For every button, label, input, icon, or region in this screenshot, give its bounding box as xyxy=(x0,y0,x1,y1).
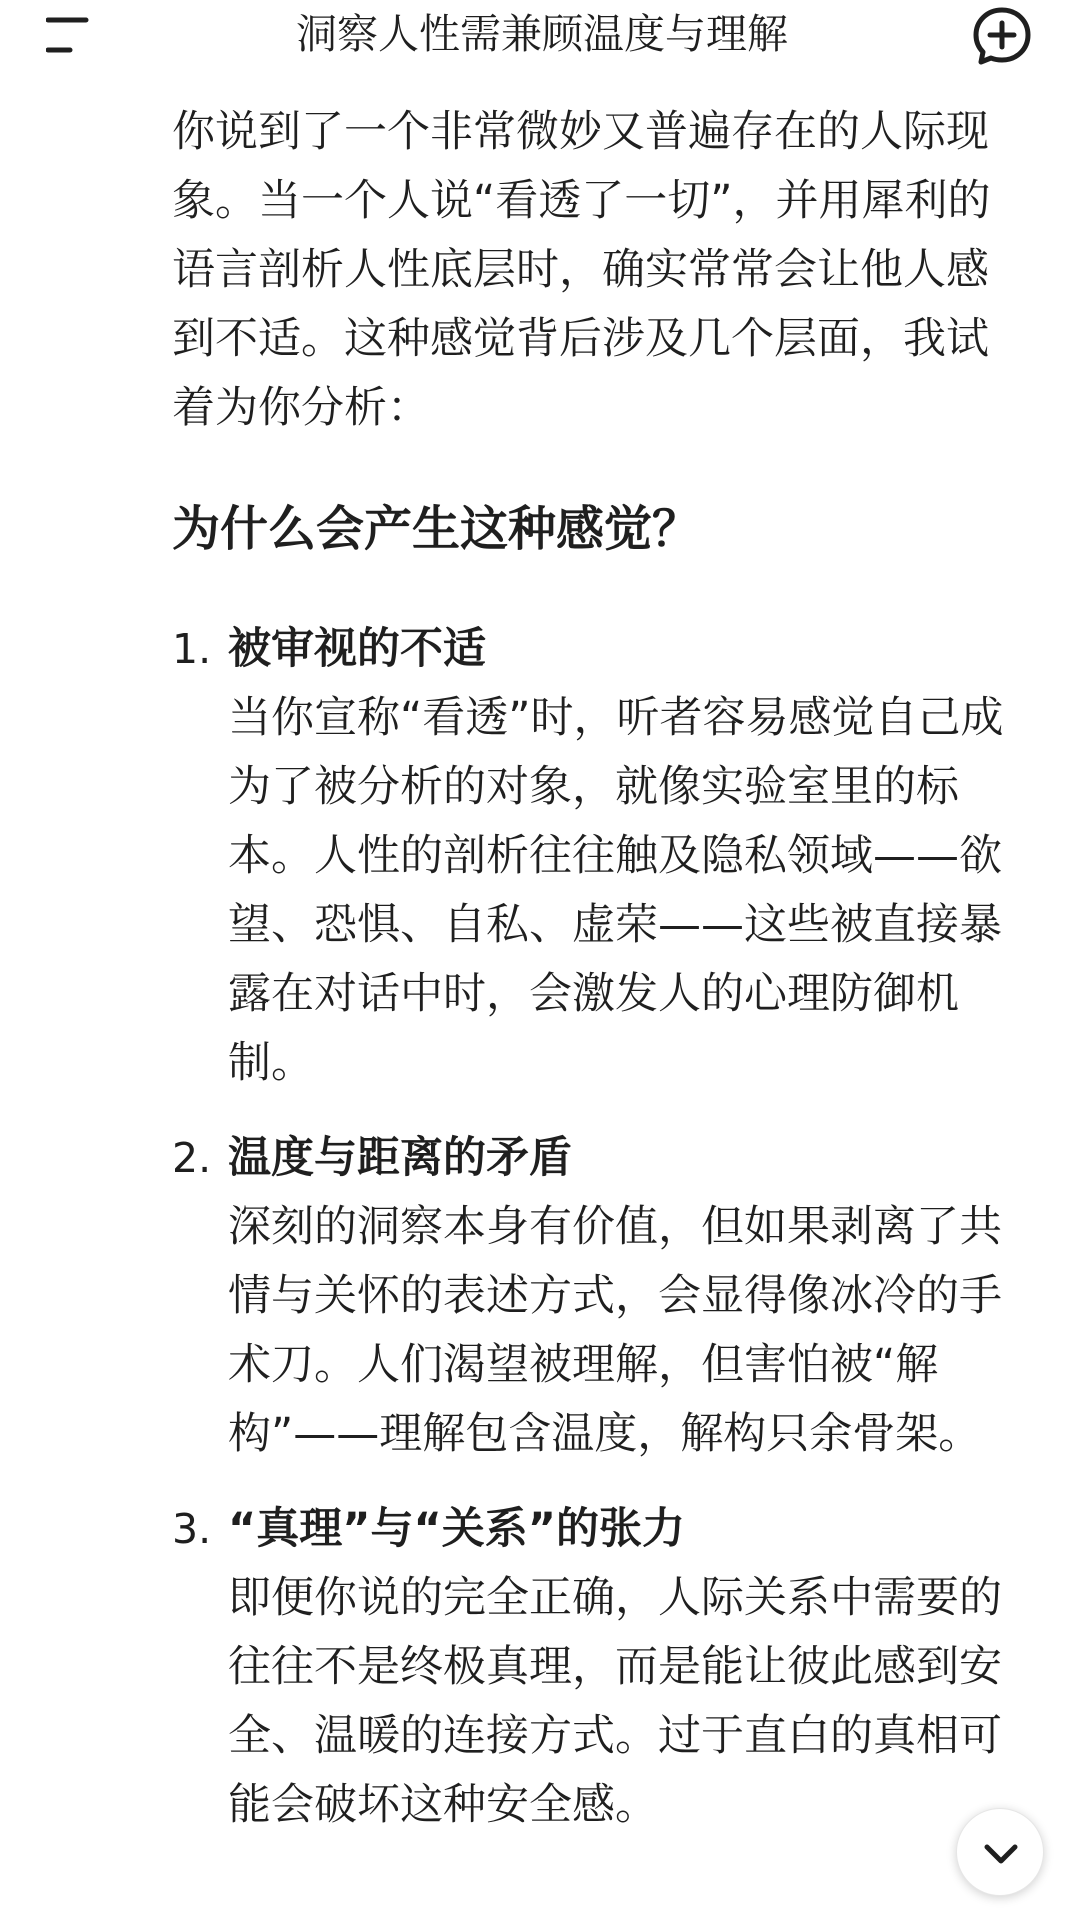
list-number: 1. xyxy=(172,625,212,673)
list-number: 3. xyxy=(172,1505,212,1553)
list-item-body: 深刻的洞察本身有价值，但如果剥离了共情与关怀的表述方式，会显得像冰冷的手术刀。人们渴望被理解，但害怕被“解构”——理解包含温度，解构只余骨架。 xyxy=(228,1202,1002,1459)
chevron-down-icon xyxy=(979,1833,1023,1873)
menu-icon xyxy=(46,10,110,60)
scroll-down-button[interactable] xyxy=(956,1808,1044,1896)
list-item-title: “真理”与“关系”的张力 xyxy=(228,1504,686,1554)
section-heading: 为什么会产生这种感觉？ xyxy=(172,501,701,557)
list-item-body: 即便你说的完全正确，人际关系中需要的往往不是终极真理，而是能让彼此感到安全、温暖的连接方式。过于直白的真相可能会破坏这种安全感。 xyxy=(228,1573,1002,1830)
list-item-title: 温度与距离的矛盾 xyxy=(228,1133,572,1183)
top-bar xyxy=(0,0,1084,78)
list-number: 2. xyxy=(172,1134,212,1182)
numbered-list xyxy=(172,615,1007,1840)
list-item-title: 被审视的不适 xyxy=(228,624,486,674)
list-item-body: 当你宣称“看透”时，听者容易感觉自己成为了被分析的对象，就像实验室里的标本。人性的剖析往往触及隐私领域——欲望、恐惧、自私、虚荣——这些被直接暴露在对话中时，会激发人的心理防御机制。 xyxy=(228,693,1004,1088)
list-item xyxy=(172,1124,1007,1469)
new-chat-button[interactable] xyxy=(970,4,1034,68)
page-title: 洞察人性需兼顾温度与理解 xyxy=(296,10,788,58)
assistant-message xyxy=(172,98,1007,1866)
list-item xyxy=(172,615,1007,1098)
intro-paragraph: 你说到了一个非常微妙又普遍存在的人际现象。当一个人说“看透了一切”，并用犀利的语言剖析人性底层时，确实常常会让他人感到不适。这种感觉背后涉及几个层面，我试着为你分析： xyxy=(172,107,991,433)
plus-circle-icon xyxy=(970,4,1034,68)
menu-button[interactable] xyxy=(46,10,110,60)
list-item xyxy=(172,1495,1007,1840)
